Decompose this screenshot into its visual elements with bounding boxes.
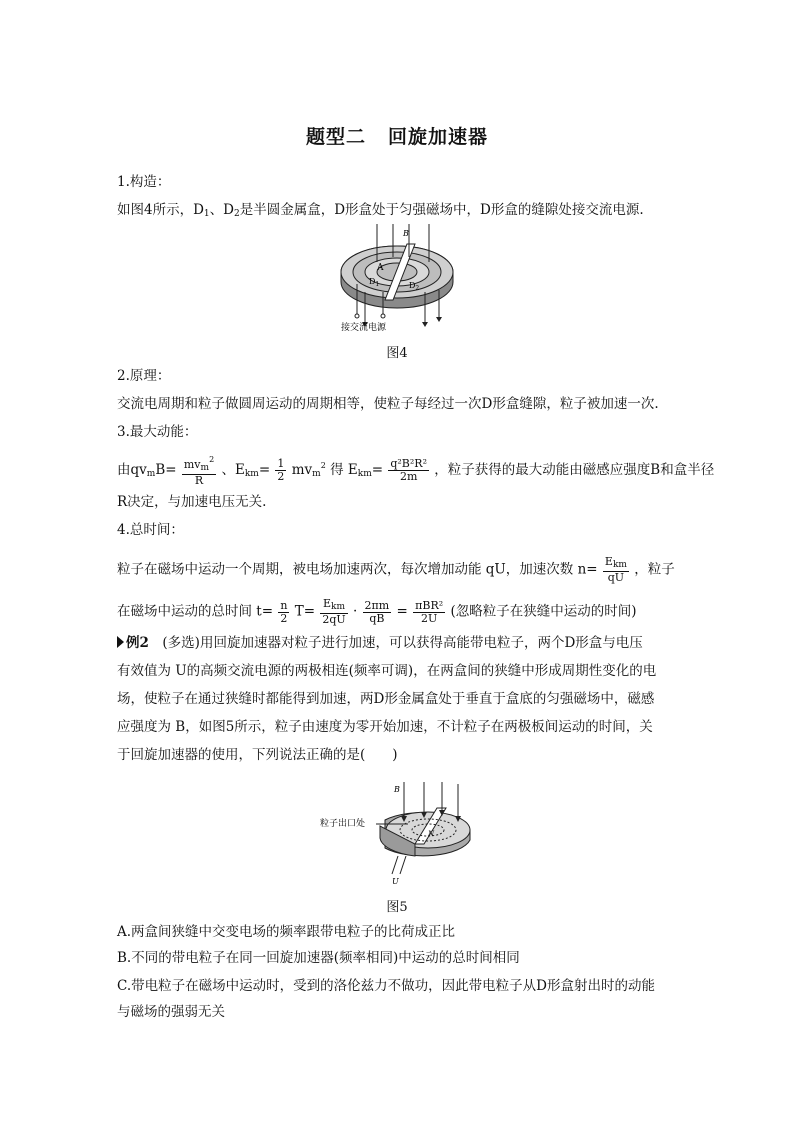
figure-4-caption: 图4 <box>386 346 408 361</box>
section2-text: 交流电周期和粒子做圆周运动的周期相等，使粒子每经过一次D形盒缝隙，粒子被加速一次. <box>117 396 659 412</box>
option-B: B.不同的带电粒子在同一回旋加速器(频率相同)中运动的总时间相同 <box>117 950 520 966</box>
fig5-label-N: N <box>428 830 435 838</box>
frac-Ekm-over-qU: $\frac{E_{km}}{qU}$ <box>604 555 627 584</box>
section1-text: 如图4所示，$D_1$、$D_2$是半圆金属盒，D形盒处于匀强磁场中，D形盒的缝隙处接交流电源. <box>117 202 644 219</box>
fig4-label-B: B <box>403 229 409 238</box>
fig4-label-D2: $D_2$ <box>409 281 420 292</box>
example-marker-icon <box>117 636 124 648</box>
example-line-5: 于回旋加速器的使用，下列说法正确的是( ) <box>117 747 398 763</box>
fig5-label-exit: 粒子出口处 <box>320 819 366 829</box>
figure-5-cyclotron <box>320 778 480 888</box>
section3-formula-line: 由$qv_mB=$ $\frac{mv_m^2}{R}$ 、$E_{km}=$ $\frac{1}{2}$ $mv_m^2$ 得 $E_{km}=$ $\frac{\text{q²B²R²}}{2m}$ ，粒子获得的最大动能由磁感应强度B和盒半径 <box>117 455 715 487</box>
example-line-3: 场，使粒子在通过狭缝时都能得到加速，两D形金属盒处于垂直于盒底的匀强磁场中，磁感 <box>117 691 655 707</box>
frac-2pim-over-qB: $\frac{2\pi m}{qB}$ <box>364 598 390 625</box>
frac-q2B2R2-over-2m: $\frac{\text{q²B²R²}}{2m}$ <box>390 457 427 483</box>
option-C-line-1: C.带电粒子在磁场中运动时，受到的洛伦兹力不做功，因此带电粒子从D形盒射出时的动能 <box>117 978 655 994</box>
section3-heading: 3.最大动能： <box>117 424 198 440</box>
figure-5-caption: 图5 <box>386 900 408 915</box>
fig5-label-U: U <box>392 877 399 886</box>
example-line-4: 应强度为 B，如图5所示，粒子由速度为零开始加速，不计粒子在两极板间运动的时间，关 <box>117 719 653 735</box>
frac-Ekm-over-2qU: $\frac{E_{km}}{2qU}$ <box>322 597 346 626</box>
figure-4-cyclotron <box>335 222 460 334</box>
fig4-label-A: A <box>377 263 384 273</box>
section2-heading: 2.原理： <box>117 368 171 384</box>
option-A: A.两盒间狭缝中交变电场的频率跟带电粒子的比荷成正比 <box>117 924 456 940</box>
fig4-label-D1: $D_1$ <box>369 277 380 288</box>
page-title <box>0 122 794 149</box>
frac-mv2-over-R: $\frac{mv_m^2}{R}$ <box>183 455 215 487</box>
frac-n-over-2: $\frac{n}{2}$ <box>280 598 288 625</box>
option-C-line-2: 与磁场的强弱无关 <box>117 1004 225 1020</box>
section1-heading: 1.构造： <box>117 174 171 190</box>
fig4-label-source: 接交流电源 <box>341 323 387 333</box>
example-line-2: 有效值为 U的高频交流电源的两极相连(频率可调)，在两盒间的狭缝中形成周期性变化的电 <box>117 663 657 679</box>
section4-heading: 4.总时间： <box>117 522 184 538</box>
frac-one-half: $\frac{1}{2}$ <box>277 457 285 483</box>
example-line-1: 例2 (多选)用回旋加速器对粒子进行加速，可以获得高能带电粒子，两个D形盒与电压 <box>117 633 683 653</box>
section4-line-2: 在磁场中运动的总时间 t= $\frac{n}{2}$ T= $\frac{E_{km}}{2qU}$ · $\frac{2\pi m}{qB}$ = $\frac{\text{πBR²}}{2U}$ (忽略粒子在狭缝中运动的时间) <box>117 597 637 626</box>
frac-piBR2-over-2U: $\frac{\text{πBR²}}{2U}$ <box>415 598 444 625</box>
title-part1: 题型二 <box>305 126 366 148</box>
section4-line-1: 粒子在磁场中运动一个周期，被电场加速两次，每次增加动能 qU，加速次数 n= $\frac{E_{km}}{qU}$ ，粒子 <box>117 555 675 584</box>
fig5-label-B: B <box>394 785 400 794</box>
section3-text-2: R决定，与加速电压无关. <box>117 494 267 510</box>
title-part2: 回旋加速器 <box>388 126 489 148</box>
example-tag: 例2 <box>126 635 149 651</box>
